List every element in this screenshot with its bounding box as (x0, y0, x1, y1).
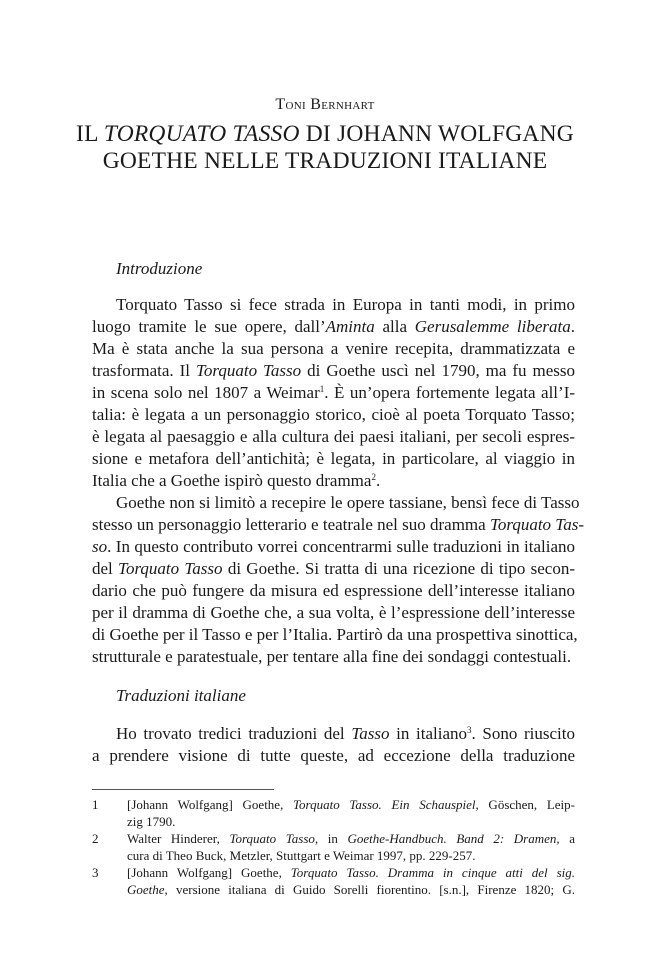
text-span: . (570, 317, 575, 336)
work-title: Torquato Tasso. Ein Schauspiel (293, 797, 476, 812)
text-line (92, 382, 575, 404)
text-span: . È un’opera fortemente legata all’I- (324, 383, 576, 402)
text-line (92, 558, 575, 580)
text-span: di Goethe uscì nel 1790, ma fu messo (301, 361, 576, 380)
text-line: talia: è legata a un personaggio storico, cioè al poeta Torquato Tasso; (92, 405, 575, 424)
text-line: è legata al paesaggio e alla cultura dei paesi italiani, per secoli espres- (92, 427, 575, 446)
text-span: , Göschen, Leip- (475, 797, 575, 812)
text-span: Italia che a Goethe ispirò questo dramma (92, 471, 372, 490)
footnote-2 (92, 830, 575, 864)
text-line (92, 514, 584, 536)
footnote-ref-2[interactable]: 2 (371, 472, 376, 482)
text-line: sione e metafora dell’antichità; è legata, in particolare, al viaggio in (92, 449, 575, 468)
title-part-italic: TORQUATO TASSO (103, 121, 300, 147)
text-line: di Goethe per il Tasso e per l’Italia. Partirò da una prospettiva sinottica, (92, 625, 578, 644)
work-title: so (92, 537, 108, 556)
title-part: DI JOHANN WOLFGANG (299, 121, 574, 147)
footnote-line (127, 864, 575, 881)
title-part: IL (76, 121, 104, 147)
work-title: Goethe (127, 882, 165, 897)
footnote-ref-1[interactable]: 1 (319, 384, 325, 394)
footnote-number: 3 (92, 865, 99, 880)
text-line (92, 723, 575, 745)
text-span: Ho trovato tredici traduzioni del (116, 724, 352, 743)
text-span: di Goethe. Si tratta di una ricezione di tipo secon- (222, 559, 575, 578)
text-span: stesso un personaggio letterario e teatrale nel suo dramma (92, 515, 490, 534)
text-line: Ma è stata anche la sua persona a venire recepita, drammatizzata e (92, 339, 575, 358)
text-line: Goethe non si limitò a recepire le opere tassiane, bensì fece di Tasso (116, 493, 580, 512)
text-span: del (92, 559, 119, 578)
text-span: Walter Hinderer, (127, 831, 230, 846)
text-line: a prendere visione di tutte queste, ad eccezione della traduzione (92, 746, 575, 765)
text-span: [Johann Wolfgang] Goethe, (127, 865, 291, 880)
text-span: . In questo contributo vorrei concentrarmi sulle traduzioni in italiano (107, 537, 575, 556)
text-line: strutturale e paratestuale, per tentare alla fine dei sondaggi contestuali. (92, 647, 572, 666)
text-span: . Sono riuscito (471, 724, 575, 743)
work-title: Gerusalemme liberata (414, 317, 571, 336)
text-span: alla (374, 317, 415, 336)
author-name: Toni Bernhart (275, 96, 375, 113)
footnote-line: cura di Theo Buck, Metzler, Stuttgart e Weimar 1997, pp. 229-257. (127, 848, 476, 863)
work-title: Torquato Tasso (195, 361, 302, 380)
text-line: Torquato Tasso si fece strada in Europa in tanti modi, in primo (116, 295, 575, 314)
text-line (92, 316, 575, 338)
text-span: [Johann Wolfgang] Goethe, (127, 797, 293, 812)
footnote-line (127, 830, 575, 847)
text-span: in scena solo nel 1807 a Weimar (92, 383, 320, 402)
text-line: per il dramma di Goethe che, a sua volta, è l’espressione dell’interesse (92, 603, 575, 622)
footnote-number: 1 (92, 797, 99, 812)
footnote-line: zig 1790. (127, 814, 176, 829)
footnotes (92, 796, 575, 898)
work-title: Goethe-Handbuch. Band 2: Dramen, (347, 831, 560, 846)
work-title: Torquato Tasso. Dramma in cinque atti del sig. (290, 865, 575, 880)
footnote-1 (92, 796, 575, 830)
text-span: in italiano (389, 724, 467, 743)
footnote-number: 2 (92, 831, 99, 846)
paragraph-traduzioni-1 (92, 723, 575, 767)
text-span: a (559, 831, 575, 846)
section-heading-traduzioni: Traduzioni italiane (116, 686, 246, 705)
work-title: Tasso (351, 724, 390, 743)
work-title: Torquato Tas- (489, 515, 584, 534)
work-title: Torquato Tasso (229, 831, 315, 846)
footnote-ref-3[interactable]: 3 (466, 725, 472, 735)
text-span: . (375, 471, 381, 490)
text-span: trasformata. Il (92, 361, 196, 380)
footnote-line (127, 796, 575, 813)
text-line: dario che può fungere da misura ed espressione dell’interesse italiano (92, 581, 575, 600)
work-title: Torquato Tasso (118, 559, 223, 578)
text-span: , in (314, 831, 348, 846)
footnote-3 (92, 864, 575, 898)
work-title: Aminta (325, 317, 375, 336)
footnote-line (127, 881, 575, 898)
text-line (92, 360, 575, 382)
footnote-divider (92, 789, 274, 790)
section-heading-introduzione: Introduzione (116, 259, 203, 278)
paragraph-intro-1 (92, 294, 584, 668)
chapter-title (0, 121, 650, 175)
text-line (92, 536, 575, 558)
text-span: , versione italiana di Guido Sorelli fiorentino. [s.n.], Firenze 1820; G. (164, 882, 575, 897)
text-line (92, 470, 575, 492)
title-line-2: GOETHE NELLE TRADUZIONI ITALIANE (102, 148, 548, 174)
text-span: luogo tramite le sue opere, dall’ (92, 317, 326, 336)
